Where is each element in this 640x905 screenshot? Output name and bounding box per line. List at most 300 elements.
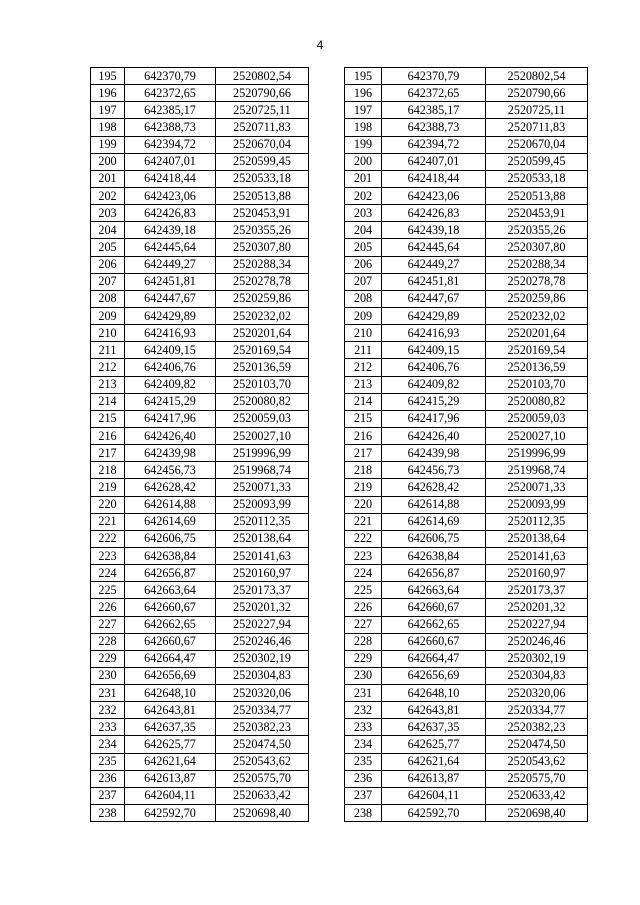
point-number-cell: 228 xyxy=(345,633,382,650)
y-coordinate-cell: 2520474,50 xyxy=(486,736,588,753)
point-number-cell: 234 xyxy=(345,736,382,753)
x-coordinate-cell: 642662,65 xyxy=(382,616,486,633)
y-coordinate-cell: 2520670,04 xyxy=(216,136,309,153)
x-coordinate-cell: 642439,98 xyxy=(125,445,216,462)
table-row xyxy=(345,376,588,393)
point-number-cell: 227 xyxy=(345,616,382,633)
table-row xyxy=(345,547,588,564)
table-row xyxy=(91,68,309,85)
y-coordinate-cell: 2520160,97 xyxy=(216,565,309,582)
point-number-cell: 195 xyxy=(91,68,125,85)
y-coordinate-cell: 2520246,46 xyxy=(216,633,309,650)
x-coordinate-cell: 642604,11 xyxy=(382,787,486,804)
x-coordinate-cell: 642451,81 xyxy=(382,273,486,290)
y-coordinate-cell: 2520227,94 xyxy=(486,616,588,633)
table-row xyxy=(91,599,309,616)
y-coordinate-cell: 2519996,99 xyxy=(216,445,309,462)
y-coordinate-cell: 2520093,99 xyxy=(216,496,309,513)
y-coordinate-cell: 2520698,40 xyxy=(216,805,309,822)
table-row xyxy=(91,787,309,804)
table-row xyxy=(345,650,588,667)
y-coordinate-cell: 2520533,18 xyxy=(216,170,309,187)
table-row xyxy=(91,530,309,547)
x-coordinate-cell: 642660,67 xyxy=(125,599,216,616)
table-row xyxy=(91,170,309,187)
table-row xyxy=(345,462,588,479)
table-row xyxy=(345,290,588,307)
point-number-cell: 228 xyxy=(91,633,125,650)
point-number-cell: 201 xyxy=(345,170,382,187)
table-row xyxy=(91,445,309,462)
x-coordinate-cell: 642426,83 xyxy=(382,205,486,222)
x-coordinate-cell: 642439,18 xyxy=(382,222,486,239)
x-coordinate-cell: 642656,87 xyxy=(382,565,486,582)
table-row xyxy=(345,736,588,753)
table-row xyxy=(91,205,309,222)
x-coordinate-cell: 642394,72 xyxy=(125,136,216,153)
y-coordinate-cell: 2520453,91 xyxy=(216,205,309,222)
y-coordinate-cell: 2520533,18 xyxy=(486,170,588,187)
point-number-cell: 231 xyxy=(345,685,382,702)
point-number-cell: 200 xyxy=(91,153,125,170)
y-coordinate-cell: 2520288,34 xyxy=(216,256,309,273)
table-row xyxy=(345,205,588,222)
point-number-cell: 207 xyxy=(345,273,382,290)
point-number-cell: 231 xyxy=(91,685,125,702)
table-row xyxy=(345,702,588,719)
x-coordinate-cell: 642664,47 xyxy=(382,650,486,667)
point-number-cell: 220 xyxy=(91,496,125,513)
table-row xyxy=(345,273,588,290)
y-coordinate-cell: 2520201,64 xyxy=(216,325,309,342)
table-row xyxy=(345,427,588,444)
x-coordinate-cell: 642388,73 xyxy=(382,119,486,136)
table-row xyxy=(345,119,588,136)
table-row xyxy=(345,633,588,650)
y-coordinate-cell: 2520575,70 xyxy=(216,770,309,787)
x-coordinate-cell: 642385,17 xyxy=(382,102,486,119)
x-coordinate-cell: 642648,10 xyxy=(125,685,216,702)
y-coordinate-cell: 2520103,70 xyxy=(216,376,309,393)
point-number-cell: 199 xyxy=(91,136,125,153)
point-number-cell: 225 xyxy=(345,582,382,599)
x-coordinate-cell: 642449,27 xyxy=(382,256,486,273)
y-coordinate-cell: 2520302,19 xyxy=(486,650,588,667)
table-row xyxy=(345,68,588,85)
x-coordinate-cell: 642426,40 xyxy=(125,427,216,444)
y-coordinate-cell: 2520790,66 xyxy=(216,85,309,102)
point-number-cell: 221 xyxy=(345,513,382,530)
x-coordinate-cell: 642447,67 xyxy=(382,290,486,307)
point-number-cell: 227 xyxy=(91,616,125,633)
point-number-cell: 221 xyxy=(91,513,125,530)
x-coordinate-cell: 642604,11 xyxy=(125,787,216,804)
table-row xyxy=(91,650,309,667)
table-row xyxy=(91,462,309,479)
y-coordinate-cell: 2520304,83 xyxy=(486,667,588,684)
page-number: 4 xyxy=(316,38,324,52)
table-row xyxy=(345,342,588,359)
y-coordinate-cell: 2520382,23 xyxy=(216,719,309,736)
x-coordinate-cell: 642643,81 xyxy=(125,702,216,719)
point-number-cell: 213 xyxy=(345,376,382,393)
x-coordinate-cell: 642614,69 xyxy=(382,513,486,530)
x-coordinate-cell: 642407,01 xyxy=(125,153,216,170)
x-coordinate-cell: 642606,75 xyxy=(125,530,216,547)
x-coordinate-cell: 642643,81 xyxy=(382,702,486,719)
point-number-cell: 200 xyxy=(345,153,382,170)
table-row xyxy=(91,616,309,633)
y-coordinate-cell: 2520169,54 xyxy=(216,342,309,359)
point-number-cell: 208 xyxy=(91,290,125,307)
x-coordinate-cell: 642456,73 xyxy=(382,462,486,479)
y-coordinate-cell: 2520136,59 xyxy=(486,359,588,376)
point-number-cell: 219 xyxy=(91,479,125,496)
y-coordinate-cell: 2520080,82 xyxy=(486,393,588,410)
point-number-cell: 217 xyxy=(345,445,382,462)
table-row xyxy=(345,719,588,736)
x-coordinate-cell: 642406,76 xyxy=(382,359,486,376)
x-coordinate-cell: 642613,87 xyxy=(382,770,486,787)
point-number-cell: 226 xyxy=(91,599,125,616)
table-row xyxy=(91,702,309,719)
x-coordinate-cell: 642621,64 xyxy=(382,753,486,770)
y-coordinate-cell: 2520453,91 xyxy=(486,205,588,222)
x-coordinate-cell: 642409,15 xyxy=(382,342,486,359)
y-coordinate-cell: 2520513,88 xyxy=(486,187,588,204)
x-coordinate-cell: 642628,42 xyxy=(382,479,486,496)
point-number-cell: 212 xyxy=(91,359,125,376)
table-row xyxy=(91,685,309,702)
table-row xyxy=(91,736,309,753)
y-coordinate-cell: 2520141,63 xyxy=(216,547,309,564)
table-row xyxy=(91,513,309,530)
y-coordinate-cell: 2520334,77 xyxy=(216,702,309,719)
point-number-cell: 238 xyxy=(345,805,382,822)
table-row xyxy=(345,565,588,582)
table-row xyxy=(345,753,588,770)
point-number-cell: 233 xyxy=(345,719,382,736)
x-coordinate-cell: 642409,82 xyxy=(382,376,486,393)
y-coordinate-cell: 2519968,74 xyxy=(486,462,588,479)
table-row xyxy=(91,153,309,170)
y-coordinate-cell: 2520725,11 xyxy=(486,102,588,119)
y-coordinate-cell: 2520259,86 xyxy=(486,290,588,307)
point-number-cell: 223 xyxy=(91,547,125,564)
point-number-cell: 207 xyxy=(91,273,125,290)
y-coordinate-cell: 2519968,74 xyxy=(216,462,309,479)
point-number-cell: 208 xyxy=(345,290,382,307)
y-coordinate-cell: 2520201,32 xyxy=(216,599,309,616)
table-row xyxy=(345,393,588,410)
y-coordinate-cell: 2520474,50 xyxy=(216,736,309,753)
y-coordinate-cell: 2520382,23 xyxy=(486,719,588,736)
table-row xyxy=(345,170,588,187)
x-coordinate-cell: 642625,77 xyxy=(382,736,486,753)
y-coordinate-cell: 2520080,82 xyxy=(216,393,309,410)
point-number-cell: 204 xyxy=(345,222,382,239)
point-number-cell: 213 xyxy=(91,376,125,393)
point-number-cell: 215 xyxy=(345,410,382,427)
table-row xyxy=(345,770,588,787)
table-row xyxy=(345,256,588,273)
point-number-cell: 219 xyxy=(345,479,382,496)
y-coordinate-cell: 2520307,80 xyxy=(216,239,309,256)
point-number-cell: 237 xyxy=(91,787,125,804)
x-coordinate-cell: 642625,77 xyxy=(125,736,216,753)
table-row xyxy=(345,479,588,496)
x-coordinate-cell: 642656,87 xyxy=(125,565,216,582)
x-coordinate-cell: 642621,64 xyxy=(125,753,216,770)
x-coordinate-cell: 642662,65 xyxy=(125,616,216,633)
table-row xyxy=(91,273,309,290)
point-number-cell: 230 xyxy=(345,667,382,684)
x-coordinate-cell: 642445,64 xyxy=(382,239,486,256)
coordinates-table-left xyxy=(90,67,309,822)
x-coordinate-cell: 642416,93 xyxy=(125,325,216,342)
x-coordinate-cell: 642613,87 xyxy=(125,770,216,787)
y-coordinate-cell: 2520599,45 xyxy=(486,153,588,170)
point-number-cell: 195 xyxy=(345,68,382,85)
point-number-cell: 209 xyxy=(345,307,382,324)
x-coordinate-cell: 642456,73 xyxy=(125,462,216,479)
x-coordinate-cell: 642451,81 xyxy=(125,273,216,290)
y-coordinate-cell: 2520173,37 xyxy=(486,582,588,599)
table-row xyxy=(345,136,588,153)
y-coordinate-cell: 2520513,88 xyxy=(216,187,309,204)
y-coordinate-cell: 2520802,54 xyxy=(216,68,309,85)
x-coordinate-cell: 642447,67 xyxy=(125,290,216,307)
x-coordinate-cell: 642426,83 xyxy=(125,205,216,222)
y-coordinate-cell: 2520201,32 xyxy=(486,599,588,616)
table-row xyxy=(345,85,588,102)
table-row xyxy=(345,445,588,462)
table-row xyxy=(91,770,309,787)
table-row xyxy=(345,599,588,616)
table-row xyxy=(345,616,588,633)
table-row xyxy=(91,239,309,256)
table-row xyxy=(91,479,309,496)
x-coordinate-cell: 642370,79 xyxy=(125,68,216,85)
table-row xyxy=(345,513,588,530)
table-row xyxy=(91,582,309,599)
table-row xyxy=(91,222,309,239)
y-coordinate-cell: 2520059,03 xyxy=(486,410,588,427)
point-number-cell: 205 xyxy=(91,239,125,256)
x-coordinate-cell: 642663,64 xyxy=(125,582,216,599)
y-coordinate-cell: 2520543,62 xyxy=(486,753,588,770)
y-coordinate-cell: 2520232,02 xyxy=(486,307,588,324)
point-number-cell: 220 xyxy=(345,496,382,513)
point-number-cell: 226 xyxy=(345,599,382,616)
x-coordinate-cell: 642372,65 xyxy=(125,85,216,102)
table-row xyxy=(91,633,309,650)
table-row xyxy=(345,153,588,170)
table-row xyxy=(91,410,309,427)
point-number-cell: 197 xyxy=(91,102,125,119)
table-row xyxy=(91,719,309,736)
point-number-cell: 217 xyxy=(91,445,125,462)
x-coordinate-cell: 642409,15 xyxy=(125,342,216,359)
y-coordinate-cell: 2520543,62 xyxy=(216,753,309,770)
x-coordinate-cell: 642385,17 xyxy=(125,102,216,119)
point-number-cell: 216 xyxy=(345,427,382,444)
x-coordinate-cell: 642429,89 xyxy=(125,307,216,324)
table-row xyxy=(345,496,588,513)
table-row xyxy=(345,222,588,239)
point-number-cell: 210 xyxy=(91,325,125,342)
point-number-cell: 229 xyxy=(345,650,382,667)
table-row xyxy=(345,805,588,822)
y-coordinate-cell: 2520698,40 xyxy=(486,805,588,822)
point-number-cell: 202 xyxy=(91,187,125,204)
table-row xyxy=(345,787,588,804)
y-coordinate-cell: 2520259,86 xyxy=(216,290,309,307)
table-row xyxy=(91,547,309,564)
point-number-cell: 225 xyxy=(91,582,125,599)
y-coordinate-cell: 2520027,10 xyxy=(486,427,588,444)
x-coordinate-cell: 642449,27 xyxy=(125,256,216,273)
y-coordinate-cell: 2520288,34 xyxy=(486,256,588,273)
point-number-cell: 204 xyxy=(91,222,125,239)
y-coordinate-cell: 2520790,66 xyxy=(486,85,588,102)
point-number-cell: 233 xyxy=(91,719,125,736)
y-coordinate-cell: 2520227,94 xyxy=(216,616,309,633)
table-row xyxy=(91,359,309,376)
y-coordinate-cell: 2520304,83 xyxy=(216,667,309,684)
y-coordinate-cell: 2520633,42 xyxy=(486,787,588,804)
table-row xyxy=(345,667,588,684)
y-coordinate-cell: 2520278,78 xyxy=(216,273,309,290)
point-number-cell: 201 xyxy=(91,170,125,187)
point-number-cell: 232 xyxy=(91,702,125,719)
y-coordinate-cell: 2520141,63 xyxy=(486,547,588,564)
y-coordinate-cell: 2520355,26 xyxy=(216,222,309,239)
x-coordinate-cell: 642638,84 xyxy=(382,547,486,564)
y-coordinate-cell: 2520201,64 xyxy=(486,325,588,342)
x-coordinate-cell: 642656,69 xyxy=(382,667,486,684)
table-row xyxy=(345,359,588,376)
table-row xyxy=(91,342,309,359)
x-coordinate-cell: 642406,76 xyxy=(125,359,216,376)
x-coordinate-cell: 642656,69 xyxy=(125,667,216,684)
x-coordinate-cell: 642426,40 xyxy=(382,427,486,444)
x-coordinate-cell: 642423,06 xyxy=(382,187,486,204)
point-number-cell: 224 xyxy=(91,565,125,582)
table-row xyxy=(345,239,588,256)
x-coordinate-cell: 642407,01 xyxy=(382,153,486,170)
x-coordinate-cell: 642370,79 xyxy=(382,68,486,85)
point-number-cell: 237 xyxy=(345,787,382,804)
point-number-cell: 206 xyxy=(345,256,382,273)
x-coordinate-cell: 642409,82 xyxy=(125,376,216,393)
y-coordinate-cell: 2520320,06 xyxy=(216,685,309,702)
table-row xyxy=(91,667,309,684)
x-coordinate-cell: 642614,69 xyxy=(125,513,216,530)
table-row xyxy=(91,376,309,393)
y-coordinate-cell: 2520599,45 xyxy=(216,153,309,170)
x-coordinate-cell: 642606,75 xyxy=(382,530,486,547)
table-row xyxy=(345,582,588,599)
y-coordinate-cell: 2520027,10 xyxy=(216,427,309,444)
table-row xyxy=(91,753,309,770)
point-number-cell: 234 xyxy=(91,736,125,753)
x-coordinate-cell: 642614,88 xyxy=(382,496,486,513)
y-coordinate-cell: 2520169,54 xyxy=(486,342,588,359)
x-coordinate-cell: 642628,42 xyxy=(125,479,216,496)
point-number-cell: 230 xyxy=(91,667,125,684)
point-number-cell: 236 xyxy=(91,770,125,787)
point-number-cell: 224 xyxy=(345,565,382,582)
point-number-cell: 211 xyxy=(345,342,382,359)
point-number-cell: 229 xyxy=(91,650,125,667)
point-number-cell: 196 xyxy=(91,85,125,102)
table-row xyxy=(91,565,309,582)
table-row xyxy=(91,393,309,410)
y-coordinate-cell: 2519996,99 xyxy=(486,445,588,462)
y-coordinate-cell: 2520633,42 xyxy=(216,787,309,804)
point-number-cell: 203 xyxy=(91,205,125,222)
x-coordinate-cell: 642660,67 xyxy=(125,633,216,650)
x-coordinate-cell: 642664,47 xyxy=(125,650,216,667)
table-row xyxy=(345,102,588,119)
table-row xyxy=(345,307,588,324)
point-number-cell: 209 xyxy=(91,307,125,324)
y-coordinate-cell: 2520711,83 xyxy=(216,119,309,136)
point-number-cell: 215 xyxy=(91,410,125,427)
point-number-cell: 238 xyxy=(91,805,125,822)
table-row xyxy=(91,136,309,153)
x-coordinate-cell: 642394,72 xyxy=(382,136,486,153)
x-coordinate-cell: 642638,84 xyxy=(125,547,216,564)
y-coordinate-cell: 2520103,70 xyxy=(486,376,588,393)
x-coordinate-cell: 642417,96 xyxy=(382,410,486,427)
table-row xyxy=(91,307,309,324)
table-row xyxy=(91,187,309,204)
x-coordinate-cell: 642614,88 xyxy=(125,496,216,513)
point-number-cell: 223 xyxy=(345,547,382,564)
table-row xyxy=(91,85,309,102)
x-coordinate-cell: 642418,44 xyxy=(125,170,216,187)
coordinates-table-right xyxy=(344,67,588,822)
point-number-cell: 210 xyxy=(345,325,382,342)
point-number-cell: 202 xyxy=(345,187,382,204)
x-coordinate-cell: 642417,96 xyxy=(125,410,216,427)
table-row xyxy=(345,530,588,547)
x-coordinate-cell: 642660,67 xyxy=(382,633,486,650)
x-coordinate-cell: 642592,70 xyxy=(382,805,486,822)
y-coordinate-cell: 2520307,80 xyxy=(486,239,588,256)
y-coordinate-cell: 2520071,33 xyxy=(486,479,588,496)
point-number-cell: 199 xyxy=(345,136,382,153)
y-coordinate-cell: 2520138,64 xyxy=(486,530,588,547)
point-number-cell: 214 xyxy=(91,393,125,410)
point-number-cell: 198 xyxy=(345,119,382,136)
y-coordinate-cell: 2520059,03 xyxy=(216,410,309,427)
y-coordinate-cell: 2520138,64 xyxy=(216,530,309,547)
x-coordinate-cell: 642637,35 xyxy=(382,719,486,736)
point-number-cell: 222 xyxy=(345,530,382,547)
y-coordinate-cell: 2520112,35 xyxy=(486,513,588,530)
point-number-cell: 214 xyxy=(345,393,382,410)
point-number-cell: 212 xyxy=(345,359,382,376)
point-number-cell: 196 xyxy=(345,85,382,102)
point-number-cell: 232 xyxy=(345,702,382,719)
point-number-cell: 198 xyxy=(91,119,125,136)
x-coordinate-cell: 642415,29 xyxy=(382,393,486,410)
point-number-cell: 216 xyxy=(91,427,125,444)
x-coordinate-cell: 642663,64 xyxy=(382,582,486,599)
